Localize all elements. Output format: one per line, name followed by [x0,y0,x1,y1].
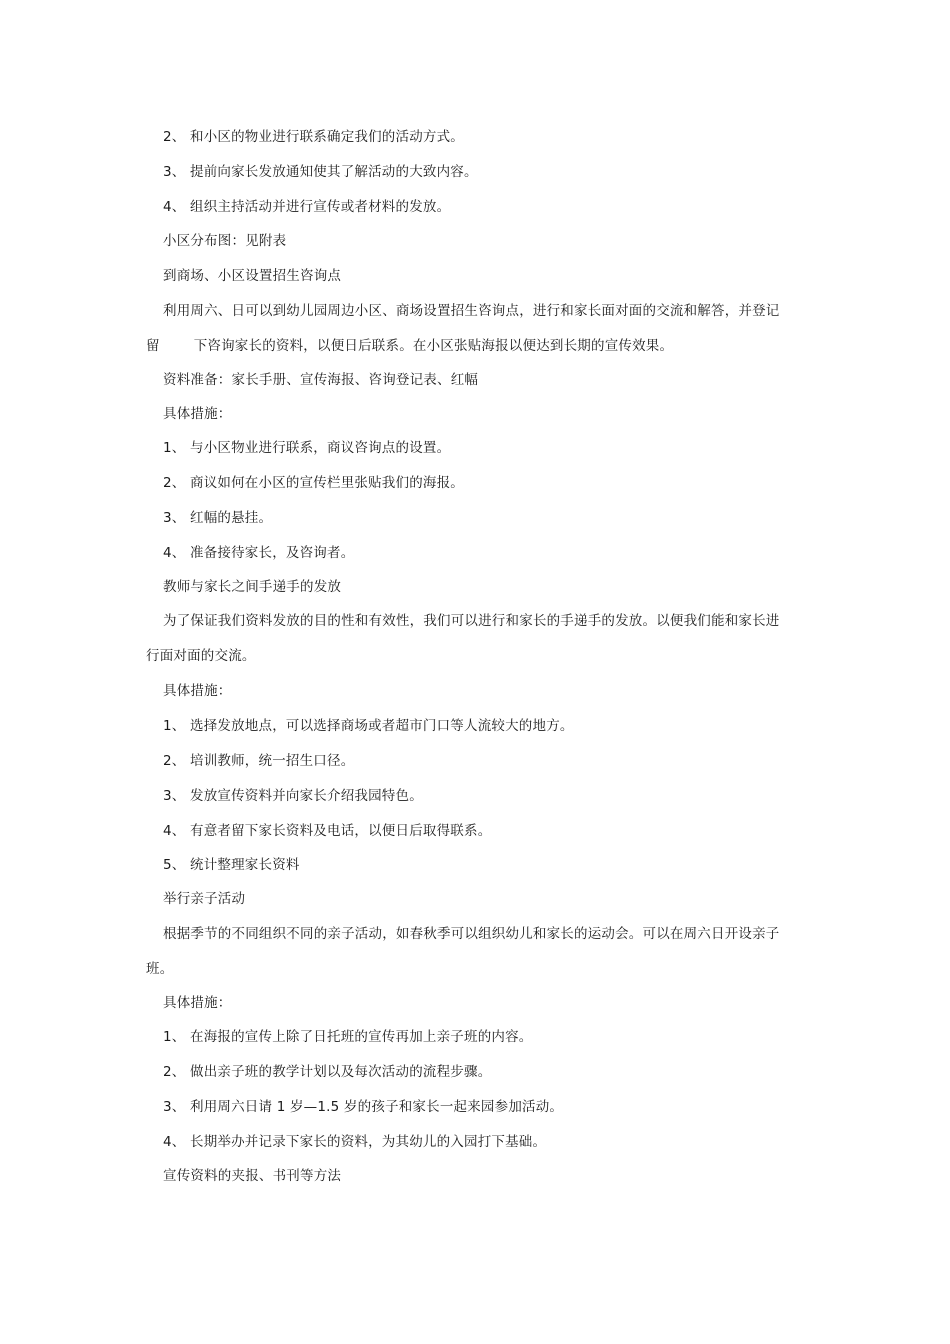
list-item [163,1027,533,1047]
paragraph-line: 班。 [146,961,174,977]
list-item [163,716,574,736]
paragraph-line: 根据季节的不同组织不同的亲子活动，如春秋季可以组织幼儿和家长的运动会。可以在周六日开设亲子 [163,926,780,942]
list-number: 4、 [163,199,186,215]
measures-label: 具体措施： [163,683,232,699]
list-number: 2、 [163,129,186,145]
list-text: 组织主持活动并进行宣传或者材料的发放。 [190,199,451,215]
list-item [163,127,464,147]
list-text: 长期举办并记录下家长的资料，为其幼儿的入园打下基础。 [190,1134,547,1150]
paragraph-line [146,336,673,356]
list-text: 提前向家长发放通知使其了解活动的大致内容。 [190,164,478,180]
list-number: 3、 [163,1099,186,1115]
list-number: 2、 [163,475,186,491]
list-number: 1、 [163,1029,186,1045]
section-heading: 教师与家长之间手递手的发放 [163,579,342,595]
list-number: 3、 [163,788,186,804]
paragraph: 资料准备：家长手册、宣传海报、咨询登记表、红幅 [163,372,479,388]
list-number: 4、 [163,545,186,561]
list-number: 2、 [163,753,186,769]
list-text: 商议如何在小区的宣传栏里张贴我们的海报。 [190,475,464,491]
list-number: 2、 [163,1064,186,1080]
list-item [163,473,464,493]
list-item [163,855,300,875]
measures-label: 具体措施： [163,995,232,1011]
measures-label: 具体措施： [163,406,232,422]
list-text: 统计整理家长资料 [190,857,300,873]
list-text: 选择发放地点，可以选择商场或者超市门口等人流较大的地方。 [190,718,574,734]
list-text: 红幅的悬挂。 [190,510,273,526]
list-text: 在海报的宣传上除了日托班的宣传再加上亲子班的内容。 [190,1029,533,1045]
paragraph-fragment: 留 [146,338,160,354]
section-heading: 宣传资料的夹报、书刊等方法 [163,1168,342,1184]
list-text: 与小区物业进行联系，商议咨询点的设置。 [190,440,451,456]
list-item [163,508,272,528]
list-text: 做出亲子班的教学计划以及每次活动的流程步骤。 [190,1064,492,1080]
list-number: 4、 [163,1134,186,1150]
section-heading: 举行亲子活动 [163,891,246,907]
list-number: 4、 [163,823,186,839]
list-item [163,1062,491,1082]
paragraph-line: 行面对面的交流。 [146,648,256,664]
list-item [163,751,354,771]
list-item [163,821,491,841]
list-item [163,197,450,217]
paragraph-line: 利用周六、日可以到幼儿园周边小区、商场设置招生咨询点，进行和家长面对面的交流和解答，并登记 [163,303,780,319]
paragraph-line: 为了保证我们资料发放的目的性和有效性，我们可以进行和家长的手递手的发放。以便我们能和家长进 [163,613,780,629]
paragraph: 小区分布图：见附表 [163,233,287,249]
list-item [163,1097,563,1117]
list-item [163,1132,546,1152]
list-text: 培训教师，统一招生口径。 [190,753,355,769]
list-text: 有意者留下家长资料及电话，以便日后取得联系。 [190,823,492,839]
list-number: 1、 [163,440,186,456]
list-text: 利用周六日请 1 岁—1.5 岁的孩子和家长一起来园参加活动。 [190,1099,564,1115]
list-number: 3、 [163,510,186,526]
list-item [163,543,354,563]
list-text: 发放宣传资料并向家长介绍我园特色。 [190,788,423,804]
list-number: 5、 [163,857,186,873]
list-text: 和小区的物业进行联系确定我们的活动方式。 [190,129,464,145]
list-number: 3、 [163,164,186,180]
list-number: 1、 [163,718,186,734]
list-text: 准备接待家长，及咨询者。 [190,545,355,561]
section-heading: 到商场、小区设置招生咨询点 [163,268,342,284]
list-item [163,786,423,806]
paragraph-fragment: 下咨询家长的资料，以便日后联系。在小区张贴海报以便达到长期的宣传效果。 [193,338,674,354]
list-item [163,162,478,182]
list-item [163,438,450,458]
